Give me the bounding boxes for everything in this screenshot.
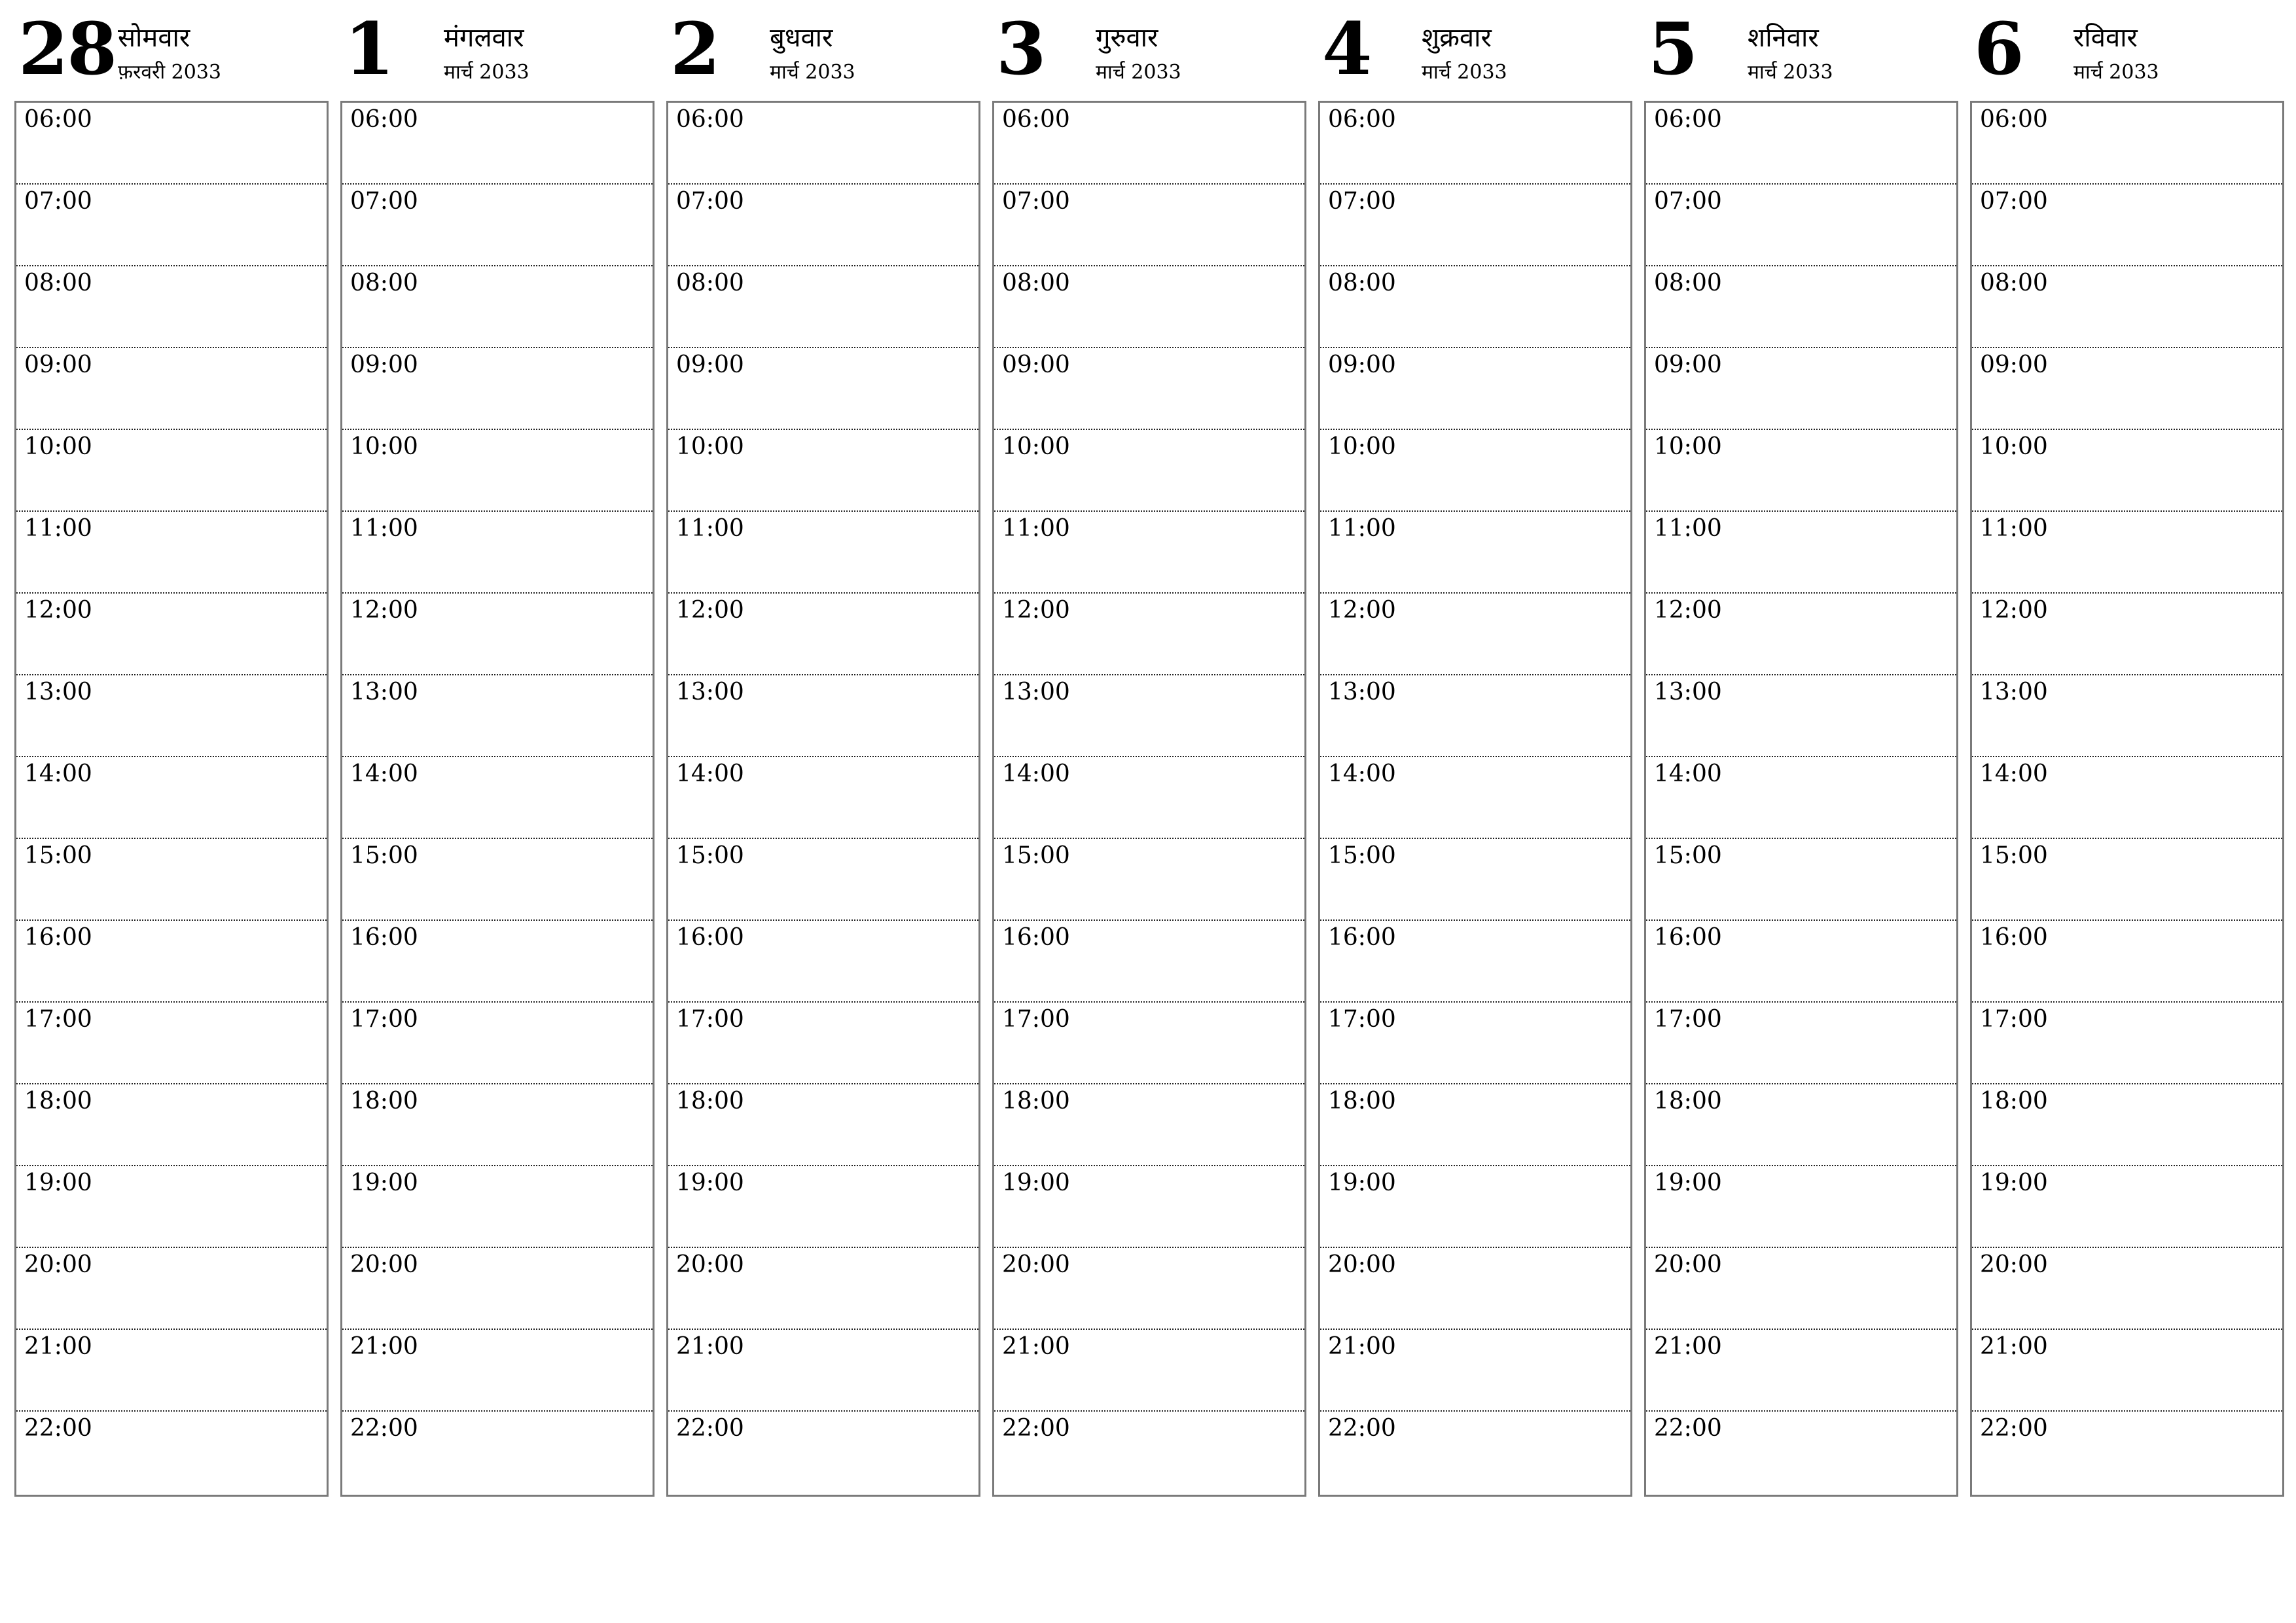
- day-number: 5: [1648, 7, 1697, 91]
- time-label: 07:00: [24, 188, 92, 215]
- time-slot[interactable]: [994, 757, 1304, 839]
- time-slot[interactable]: [342, 430, 653, 512]
- time-label: 17:00: [24, 1006, 92, 1033]
- time-slot[interactable]: [668, 594, 978, 675]
- time-label: 21:00: [350, 1333, 418, 1360]
- time-label: 08:00: [1328, 270, 1396, 296]
- time-label: 20:00: [1328, 1251, 1396, 1278]
- time-label: 21:00: [1980, 1333, 2048, 1360]
- time-slot[interactable]: [994, 266, 1304, 348]
- time-label: 12:00: [1654, 597, 1722, 624]
- time-slot[interactable]: [1320, 1084, 1630, 1166]
- weekday-label: सोमवार: [118, 23, 190, 53]
- month-year-label: मार्च 2033: [444, 61, 529, 84]
- time-label: 12:00: [1002, 597, 1070, 624]
- weekday-label: बुधवार: [770, 23, 833, 53]
- time-slot[interactable]: [1646, 1084, 1956, 1166]
- time-label: 06:00: [676, 106, 744, 133]
- time-slot[interactable]: [1646, 1412, 1956, 1493]
- time-slot[interactable]: [16, 594, 327, 675]
- time-slot[interactable]: [342, 1166, 653, 1248]
- time-slot[interactable]: [1646, 348, 1956, 430]
- time-label: 13:00: [1654, 679, 1722, 705]
- time-slot[interactable]: [1646, 839, 1956, 921]
- time-slot[interactable]: [342, 1412, 653, 1493]
- time-label: 13:00: [1002, 679, 1070, 705]
- time-label: 14:00: [1002, 760, 1070, 787]
- time-label: 10:00: [1980, 433, 2048, 460]
- time-slot[interactable]: [1320, 839, 1630, 921]
- time-label: 11:00: [1328, 515, 1396, 542]
- time-label: 08:00: [676, 270, 744, 296]
- time-slot[interactable]: [994, 103, 1304, 185]
- time-slot[interactable]: [994, 1003, 1304, 1084]
- day-header: [340, 0, 653, 98]
- time-slot[interactable]: [1972, 675, 2282, 757]
- time-label: 16:00: [1002, 924, 1070, 951]
- time-label: 11:00: [350, 515, 418, 542]
- time-label: 16:00: [1654, 924, 1722, 951]
- time-slot[interactable]: [16, 1412, 327, 1493]
- time-label: 15:00: [1980, 842, 2048, 869]
- time-slot[interactable]: [16, 1166, 327, 1248]
- time-slot[interactable]: [1972, 1330, 2282, 1412]
- time-label: 09:00: [1328, 351, 1396, 378]
- time-label: 06:00: [1002, 106, 1070, 133]
- time-slot[interactable]: [1972, 348, 2282, 430]
- time-slot[interactable]: [994, 675, 1304, 757]
- time-label: 18:00: [24, 1088, 92, 1115]
- time-slot[interactable]: [16, 921, 327, 1003]
- time-label: 11:00: [1002, 515, 1070, 542]
- time-label: 15:00: [24, 842, 92, 869]
- time-label: 10:00: [1328, 433, 1396, 460]
- time-slot[interactable]: [1320, 1330, 1630, 1412]
- time-label: 21:00: [1002, 1333, 1070, 1360]
- time-label: 22:00: [24, 1415, 92, 1442]
- time-slot[interactable]: [994, 1084, 1304, 1166]
- time-label: 14:00: [1654, 760, 1722, 787]
- time-label: 07:00: [350, 188, 418, 215]
- time-label: 17:00: [1654, 1006, 1722, 1033]
- day-header: [992, 0, 1305, 98]
- time-slot[interactable]: [342, 512, 653, 594]
- time-label: 06:00: [24, 106, 92, 133]
- time-slot[interactable]: [1646, 757, 1956, 839]
- day-schedule-box: [1644, 101, 1958, 1497]
- time-label: 11:00: [1980, 515, 2048, 542]
- time-slot[interactable]: [668, 430, 978, 512]
- time-slot[interactable]: [16, 675, 327, 757]
- time-label: 10:00: [350, 433, 418, 460]
- day-number: 3: [996, 7, 1045, 91]
- time-label: 20:00: [676, 1251, 744, 1278]
- weekday-label: शुक्रवार: [1422, 23, 1492, 53]
- time-label: 10:00: [1002, 433, 1070, 460]
- time-slot[interactable]: [1972, 839, 2282, 921]
- time-label: 09:00: [676, 351, 744, 378]
- time-slot[interactable]: [16, 348, 327, 430]
- time-slot[interactable]: [1646, 1003, 1956, 1084]
- time-label: 10:00: [676, 433, 744, 460]
- day-schedule-box: [14, 101, 329, 1497]
- time-label: 20:00: [350, 1251, 418, 1278]
- time-slot[interactable]: [16, 1330, 327, 1412]
- time-slot[interactable]: [1972, 594, 2282, 675]
- time-slot[interactable]: [994, 1248, 1304, 1330]
- time-slot[interactable]: [16, 512, 327, 594]
- time-label: 16:00: [1980, 924, 2048, 951]
- day-schedule-box: [666, 101, 980, 1497]
- time-slot[interactable]: [16, 266, 327, 348]
- day-number: 2: [670, 7, 719, 91]
- time-label: 22:00: [1328, 1415, 1396, 1442]
- time-slot[interactable]: [1320, 185, 1630, 266]
- time-label: 10:00: [24, 433, 92, 460]
- time-slot[interactable]: [16, 103, 327, 185]
- time-label: 16:00: [350, 924, 418, 951]
- time-label: 13:00: [1980, 679, 2048, 705]
- time-slot[interactable]: [16, 839, 327, 921]
- time-label: 20:00: [1654, 1251, 1722, 1278]
- time-label: 06:00: [1328, 106, 1396, 133]
- time-label: 15:00: [350, 842, 418, 869]
- time-label: 18:00: [1002, 1088, 1070, 1115]
- time-slot[interactable]: [668, 1084, 978, 1166]
- time-slot[interactable]: [1320, 675, 1630, 757]
- time-label: 08:00: [24, 270, 92, 296]
- time-slot[interactable]: [342, 1003, 653, 1084]
- time-label: 18:00: [1654, 1088, 1722, 1115]
- time-label: 22:00: [350, 1415, 418, 1442]
- time-slot[interactable]: [1646, 921, 1956, 1003]
- time-slot[interactable]: [1972, 757, 2282, 839]
- weekday-label: मंगलवार: [444, 23, 524, 53]
- time-slot[interactable]: [1320, 348, 1630, 430]
- time-label: 17:00: [1980, 1006, 2048, 1033]
- time-label: 08:00: [1002, 270, 1070, 296]
- time-slot[interactable]: [342, 103, 653, 185]
- time-label: 18:00: [350, 1088, 418, 1115]
- time-slot[interactable]: [1646, 675, 1956, 757]
- day-number: 4: [1322, 7, 1371, 91]
- time-slot[interactable]: [1972, 185, 2282, 266]
- time-label: 13:00: [1328, 679, 1396, 705]
- time-slot[interactable]: [1320, 1166, 1630, 1248]
- time-slot[interactable]: [342, 348, 653, 430]
- time-slot[interactable]: [994, 921, 1304, 1003]
- time-label: 15:00: [1654, 842, 1722, 869]
- time-slot[interactable]: [668, 1412, 978, 1493]
- time-label: 07:00: [1328, 188, 1396, 215]
- month-year-label: मार्च 2033: [2073, 61, 2159, 84]
- time-label: 21:00: [1328, 1333, 1396, 1360]
- day-header: [1318, 0, 1631, 98]
- time-label: 12:00: [1980, 597, 2048, 624]
- time-label: 19:00: [350, 1169, 418, 1196]
- weekday-label: गुरुवार: [1096, 23, 1158, 53]
- time-label: 09:00: [1980, 351, 2048, 378]
- time-slot[interactable]: [994, 1166, 1304, 1248]
- time-slot[interactable]: [342, 675, 653, 757]
- time-label: 19:00: [1002, 1169, 1070, 1196]
- time-slot[interactable]: [342, 266, 653, 348]
- time-label: 16:00: [24, 924, 92, 951]
- time-label: 07:00: [1002, 188, 1070, 215]
- time-slot[interactable]: [1972, 512, 2282, 594]
- time-label: 18:00: [676, 1088, 744, 1115]
- time-slot[interactable]: [994, 839, 1304, 921]
- time-slot[interactable]: [1320, 103, 1630, 185]
- time-slot[interactable]: [1320, 430, 1630, 512]
- time-label: 22:00: [1002, 1415, 1070, 1442]
- time-slot[interactable]: [16, 1248, 327, 1330]
- time-label: 16:00: [676, 924, 744, 951]
- time-slot[interactable]: [342, 921, 653, 1003]
- time-slot[interactable]: [342, 839, 653, 921]
- time-slot[interactable]: [994, 1412, 1304, 1493]
- time-label: 08:00: [1654, 270, 1722, 296]
- month-year-label: मार्च 2033: [1096, 61, 1181, 84]
- time-label: 17:00: [1002, 1006, 1070, 1033]
- day-header: [666, 0, 979, 98]
- time-slot[interactable]: [16, 757, 327, 839]
- time-slot[interactable]: [16, 1084, 327, 1166]
- time-slot[interactable]: [1972, 266, 2282, 348]
- time-slot[interactable]: [342, 1330, 653, 1412]
- time-label: 08:00: [1980, 270, 2048, 296]
- time-slot[interactable]: [1972, 1003, 2282, 1084]
- time-slot[interactable]: [668, 185, 978, 266]
- time-slot[interactable]: [1320, 1412, 1630, 1493]
- time-label: 19:00: [1328, 1169, 1396, 1196]
- time-slot[interactable]: [1646, 185, 1956, 266]
- time-slot[interactable]: [668, 1248, 978, 1330]
- time-label: 18:00: [1328, 1088, 1396, 1115]
- month-year-label: मार्च 2033: [770, 61, 855, 84]
- time-label: 14:00: [1328, 760, 1396, 787]
- time-slot[interactable]: [16, 1003, 327, 1084]
- time-label: 20:00: [1002, 1251, 1070, 1278]
- day-schedule-box: [1318, 101, 1632, 1497]
- time-label: 07:00: [676, 188, 744, 215]
- time-slot[interactable]: [342, 185, 653, 266]
- time-label: 19:00: [676, 1169, 744, 1196]
- time-slot[interactable]: [668, 839, 978, 921]
- day-schedule-box: [992, 101, 1306, 1497]
- time-slot[interactable]: [668, 266, 978, 348]
- time-slot[interactable]: [994, 430, 1304, 512]
- time-label: 15:00: [1328, 842, 1396, 869]
- time-slot[interactable]: [668, 1330, 978, 1412]
- time-slot[interactable]: [1320, 512, 1630, 594]
- weekday-label: शनिवार: [1748, 23, 1819, 53]
- time-slot[interactable]: [1320, 921, 1630, 1003]
- time-label: 16:00: [1328, 924, 1396, 951]
- time-label: 22:00: [676, 1415, 744, 1442]
- day-number: 1: [344, 7, 393, 91]
- time-slot[interactable]: [1972, 103, 2282, 185]
- time-label: 18:00: [1980, 1088, 2048, 1115]
- time-slot[interactable]: [342, 1084, 653, 1166]
- time-slot[interactable]: [1320, 1248, 1630, 1330]
- time-slot[interactable]: [1646, 512, 1956, 594]
- time-label: 09:00: [1002, 351, 1070, 378]
- time-label: 06:00: [1654, 106, 1722, 133]
- time-label: 22:00: [1654, 1415, 1722, 1442]
- time-slot[interactable]: [1972, 1166, 2282, 1248]
- time-slot[interactable]: [668, 1003, 978, 1084]
- time-label: 13:00: [24, 679, 92, 705]
- time-label: 17:00: [676, 1006, 744, 1033]
- time-label: 20:00: [24, 1251, 92, 1278]
- time-label: 12:00: [676, 597, 744, 624]
- time-slot[interactable]: [668, 921, 978, 1003]
- time-label: 09:00: [350, 351, 418, 378]
- time-slot[interactable]: [668, 348, 978, 430]
- time-slot[interactable]: [994, 185, 1304, 266]
- time-label: 12:00: [24, 597, 92, 624]
- time-slot[interactable]: [1320, 757, 1630, 839]
- time-slot[interactable]: [668, 1166, 978, 1248]
- time-slot[interactable]: [1646, 103, 1956, 185]
- time-label: 10:00: [1654, 433, 1722, 460]
- time-label: 13:00: [676, 679, 744, 705]
- day-header: [14, 0, 327, 98]
- time-slot[interactable]: [342, 594, 653, 675]
- time-label: 12:00: [350, 597, 418, 624]
- time-label: 15:00: [676, 842, 744, 869]
- time-slot[interactable]: [994, 594, 1304, 675]
- time-label: 13:00: [350, 679, 418, 705]
- time-label: 14:00: [676, 760, 744, 787]
- day-number: 6: [1974, 7, 2023, 91]
- time-label: 14:00: [350, 760, 418, 787]
- day-schedule-box: [1970, 101, 2284, 1497]
- time-label: 17:00: [1328, 1006, 1396, 1033]
- time-label: 19:00: [24, 1169, 92, 1196]
- time-slot[interactable]: [1972, 1412, 2282, 1493]
- time-slot[interactable]: [342, 757, 653, 839]
- time-slot[interactable]: [668, 675, 978, 757]
- time-label: 11:00: [1654, 515, 1722, 542]
- time-slot[interactable]: [1646, 1330, 1956, 1412]
- time-slot[interactable]: [1972, 430, 2282, 512]
- time-slot[interactable]: [1972, 921, 2282, 1003]
- month-year-label: मार्च 2033: [1748, 61, 1833, 84]
- day-schedule-box: [340, 101, 655, 1497]
- day-header: [1644, 0, 1957, 98]
- time-label: 14:00: [24, 760, 92, 787]
- time-label: 06:00: [350, 106, 418, 133]
- time-slot[interactable]: [1646, 430, 1956, 512]
- time-slot[interactable]: [1646, 1248, 1956, 1330]
- time-slot[interactable]: [1972, 1248, 2282, 1330]
- time-slot[interactable]: [668, 103, 978, 185]
- time-label: 22:00: [1980, 1415, 2048, 1442]
- time-slot[interactable]: [1320, 594, 1630, 675]
- time-slot[interactable]: [16, 430, 327, 512]
- time-label: 08:00: [350, 270, 418, 296]
- time-slot[interactable]: [1320, 1003, 1630, 1084]
- time-slot[interactable]: [1646, 1166, 1956, 1248]
- time-label: 07:00: [1654, 188, 1722, 215]
- time-label: 19:00: [1654, 1169, 1722, 1196]
- time-slot[interactable]: [1972, 1084, 2282, 1166]
- time-label: 06:00: [1980, 106, 2048, 133]
- time-label: 07:00: [1980, 188, 2048, 215]
- time-slot[interactable]: [1646, 594, 1956, 675]
- month-year-label: मार्च 2033: [1422, 61, 1507, 84]
- time-label: 11:00: [24, 515, 92, 542]
- time-label: 11:00: [676, 515, 744, 542]
- time-slot[interactable]: [994, 348, 1304, 430]
- time-label: 21:00: [24, 1333, 92, 1360]
- time-label: 17:00: [350, 1006, 418, 1033]
- time-slot[interactable]: [668, 757, 978, 839]
- time-label: 21:00: [676, 1333, 744, 1360]
- time-label: 20:00: [1980, 1251, 2048, 1278]
- time-slot[interactable]: [1320, 266, 1630, 348]
- time-slot[interactable]: [994, 512, 1304, 594]
- time-label: 12:00: [1328, 597, 1396, 624]
- day-header: [1970, 0, 2283, 98]
- time-label: 21:00: [1654, 1333, 1722, 1360]
- day-number: 28: [18, 7, 117, 91]
- time-label: 09:00: [24, 351, 92, 378]
- time-label: 09:00: [1654, 351, 1722, 378]
- time-slot[interactable]: [994, 1330, 1304, 1412]
- time-slot[interactable]: [668, 512, 978, 594]
- time-label: 19:00: [1980, 1169, 2048, 1196]
- weekday-label: रविवार: [2073, 23, 2138, 53]
- time-label: 15:00: [1002, 842, 1070, 869]
- month-year-label: फ़रवरी 2033: [118, 61, 222, 84]
- time-slot[interactable]: [16, 185, 327, 266]
- time-label: 14:00: [1980, 760, 2048, 787]
- time-slot[interactable]: [342, 1248, 653, 1330]
- time-slot[interactable]: [1646, 266, 1956, 348]
